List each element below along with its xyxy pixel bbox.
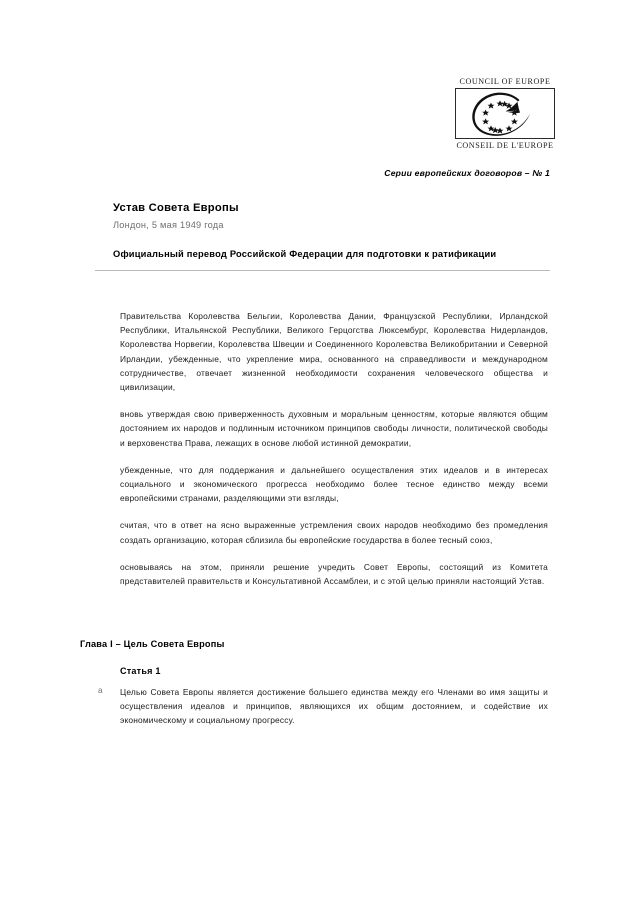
treaty-series-number: Серии европейских договоров – № 1	[384, 168, 550, 178]
preamble-section	[120, 309, 548, 588]
council-of-europe-logo	[453, 76, 557, 151]
emblem-frame	[455, 88, 555, 139]
logo-caption-english: COUNCIL OF EUROPE	[459, 77, 551, 86]
chapter-heading: Глава I – Цель Совета Европы	[80, 638, 225, 649]
article-body	[98, 685, 548, 728]
preamble-paragraph: считая, что в ответ на ясно выраженные устремления своих народов необходимо без промедления создать организацию, которая сблизила бы европейские государства в более тесный союз,	[120, 520, 548, 545]
logo-caption-french: CONSEIL DE L'EUROPE	[456, 141, 554, 150]
preamble-paragraph: основываясь на этом, приняли решение учредить Совет Европы, состоящий из Комитета представителей правительств и Консультативной Ассамблеи, и с этой целью приняли настоящий Устав.	[120, 561, 548, 587]
article-paragraph: Целью Совета Европы является достижение большего единства между его Членами во имя защиты и осуществления идеалов и принципов, являющихся их общим достоянием, и содействие их экономическому и социальному прогрессу.	[120, 687, 548, 726]
document-date: Лондон, 5 мая 1949 года	[113, 220, 224, 230]
page-title: Устав Совета Европы	[113, 201, 239, 214]
preamble-paragraph: вновь утверждая свою приверженность духовным и моральным ценностям, которые являются общим достоянием их народов и подлинным источником принципов свободы личности, политической свободы и верховенства Права, лежащих в основе любой истинной демократии,	[120, 409, 548, 448]
preamble-paragraph: убежденные, что для поддержания и дальнейшего осуществления этих идеалов и в интересах социального и экономического прогресса необходимо более тесное единство между всеми европейскими странами, разделяющими эти взгляды,	[120, 464, 548, 504]
preamble-paragraph: Правительства Королевства Бельгии, Королевства Дании, Французской Республики, Ирландской Республики, Итальянской Республики, Великого Герцогства Люксембург, Королевства Нидерландов, Королевства Норвегии, Королевства Швеции и Соединенного Королевства Великобритании и Северной Ирландии, убежденные, что укрепление мира, основанного на справедливости и международном сотрудничестве, отвечает жизненной необходимости сохранения человеческого общества и цивилизации,	[120, 311, 548, 393]
europe-e-emblem-icon	[456, 89, 554, 138]
header-divider	[95, 270, 550, 271]
document-subtitle: Официальный перевод Российской Федерации для подготовки к ратификации	[113, 249, 497, 259]
star-ring	[482, 100, 518, 133]
article-heading: Статья 1	[120, 666, 161, 677]
article-clause-marker: а	[98, 686, 103, 695]
